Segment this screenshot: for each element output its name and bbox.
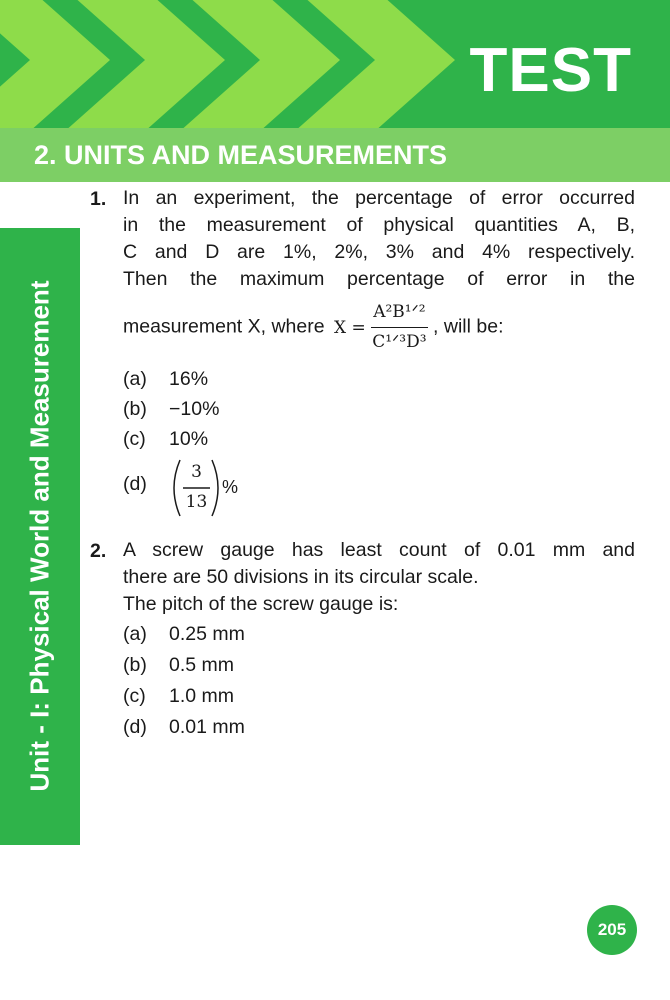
side-tab-label: Unit - I: Physical World and Measurement bbox=[24, 280, 55, 792]
option bbox=[123, 473, 169, 496]
option bbox=[123, 685, 234, 708]
test-title: TEST bbox=[469, 36, 632, 105]
percent-sign: % bbox=[222, 477, 239, 497]
question-line: Then the maximum percentage of error in the bbox=[123, 268, 635, 290]
option-label: (a) bbox=[123, 368, 147, 390]
question-number: 1. bbox=[90, 188, 107, 210]
fraction-denominator: 13 bbox=[185, 492, 208, 512]
page-number: 205 bbox=[587, 905, 637, 955]
option bbox=[123, 398, 219, 421]
option-text: 16% bbox=[169, 368, 209, 390]
option bbox=[123, 623, 245, 646]
formula-suffix: , will be: bbox=[433, 315, 504, 338]
option-label: (b) bbox=[123, 654, 147, 676]
formula-variable: X = bbox=[334, 317, 366, 338]
option-text: 10% bbox=[169, 428, 209, 450]
option-text: 0.25 mm bbox=[169, 623, 245, 645]
formula-prefix: measurement X, where bbox=[123, 315, 325, 338]
option-label: (b) bbox=[123, 398, 147, 420]
option-fraction bbox=[170, 458, 240, 518]
question-line: A screw gauge has least count of 0.01 mm and bbox=[123, 539, 635, 561]
section-title: 2. UNITS AND MEASUREMENTS bbox=[34, 140, 448, 170]
formula-denominator: C¹ᐟ³D³ bbox=[372, 332, 427, 352]
option-label: (a) bbox=[123, 623, 147, 645]
option-text: 0.5 mm bbox=[169, 654, 235, 676]
question-line: C and D are 1%, 2%, 3% and 4% respectively. bbox=[123, 241, 635, 263]
option bbox=[123, 428, 208, 451]
option-label: (d) bbox=[123, 716, 147, 738]
question-line: there are 50 divisions in its circular scale. bbox=[123, 566, 479, 588]
option-text: 1.0 mm bbox=[169, 685, 235, 707]
header-banner bbox=[0, 0, 670, 128]
formula-fraction bbox=[371, 299, 427, 356]
option-text: 0.01 mm bbox=[169, 716, 245, 738]
question-line: in the measurement of physical quantities A, B, bbox=[123, 214, 635, 236]
formula-numerator: A²B¹ᐟ² bbox=[371, 299, 427, 328]
question-number: 2. bbox=[90, 540, 107, 562]
option-label: (d) bbox=[123, 473, 147, 495]
question-line: In an experiment, the percentage of error occurred bbox=[123, 187, 635, 209]
option-label: (c) bbox=[123, 685, 146, 707]
option bbox=[123, 654, 234, 677]
question-line: The pitch of the screw gauge is: bbox=[123, 593, 399, 615]
formula-line bbox=[123, 299, 504, 356]
option-label: (c) bbox=[123, 428, 146, 450]
option-text: −10% bbox=[169, 398, 220, 420]
fraction-numerator: 3 bbox=[191, 462, 202, 482]
option bbox=[123, 368, 208, 391]
option bbox=[123, 716, 245, 739]
